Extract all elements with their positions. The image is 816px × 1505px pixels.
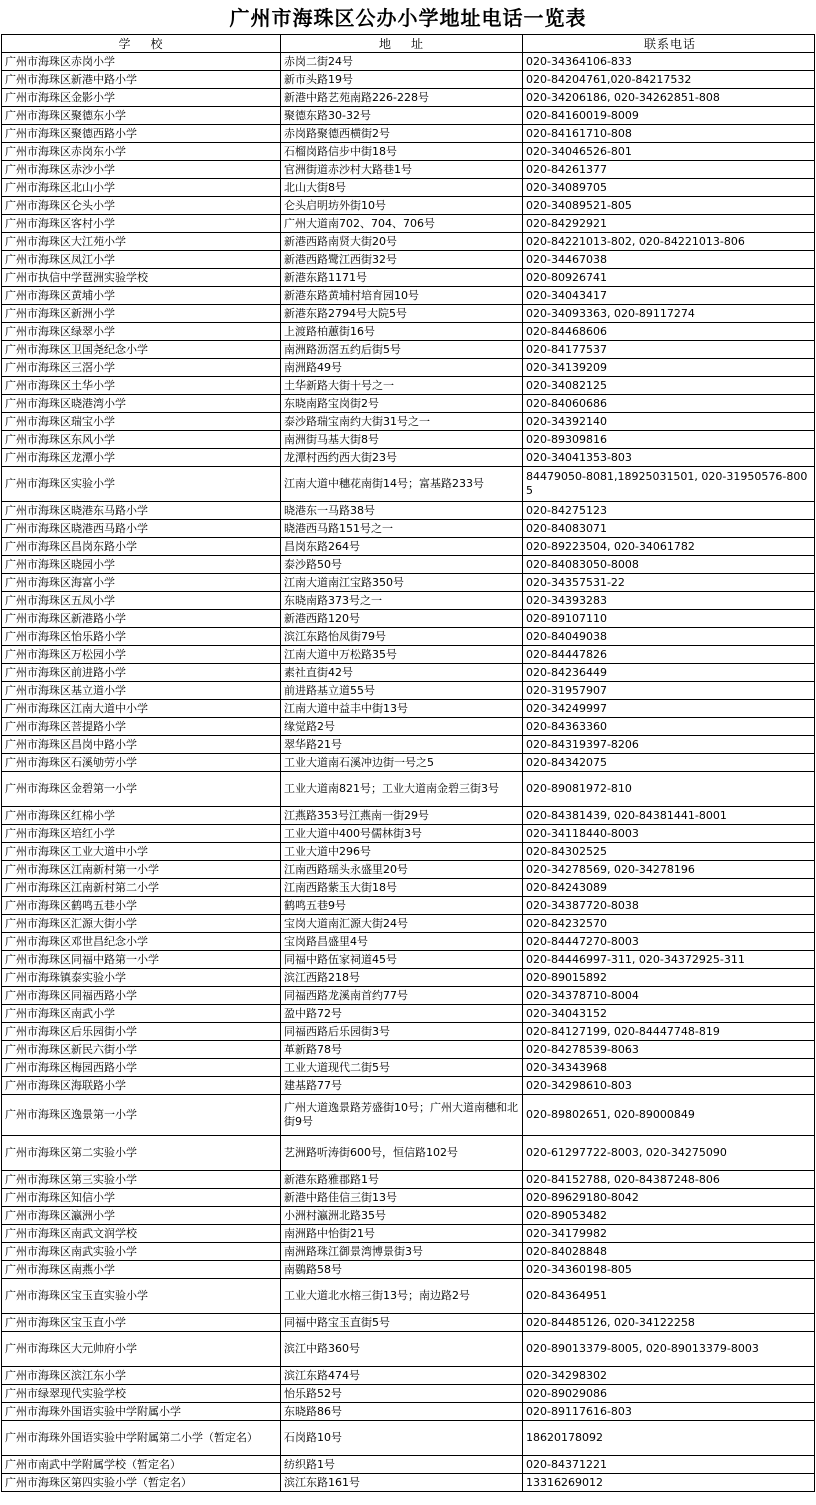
table-row bbox=[2, 1023, 815, 1041]
school-name-cell: 广州市海珠区晓港西马路小学 bbox=[2, 520, 281, 538]
address-cell: 东晓南路373号之一 bbox=[281, 592, 523, 610]
table-row bbox=[2, 179, 815, 197]
school-name-cell: 广州市海珠外国语实验中学附属小学 bbox=[2, 1403, 281, 1421]
school-name-cell: 广州市海珠区万松园小学 bbox=[2, 646, 281, 664]
address-cell: 新港西路南贤大街20号 bbox=[281, 233, 523, 251]
address-cell: 缘觉路2号 bbox=[281, 718, 523, 736]
school-name-cell: 广州市海珠区赤沙小学 bbox=[2, 161, 281, 179]
school-name-cell: 广州市海珠区邓世昌纪念小学 bbox=[2, 933, 281, 951]
table-row bbox=[2, 556, 815, 574]
school-name-cell: 广州市海珠区新民六街小学 bbox=[2, 1041, 281, 1059]
table-row bbox=[2, 215, 815, 233]
school-name-cell: 广州市海珠区后乐园街小学 bbox=[2, 1023, 281, 1041]
phone-cell: 020-89081972-810 bbox=[523, 772, 815, 807]
phone-cell: 020-84446997-311, 020-34372925-311 bbox=[523, 951, 815, 969]
table-row bbox=[2, 933, 815, 951]
address-cell: 翠华路21号 bbox=[281, 736, 523, 754]
table-row bbox=[2, 610, 815, 628]
phone-cell: 020-89117616-803 bbox=[523, 1403, 815, 1421]
school-name-cell: 广州市海珠区实验小学 bbox=[2, 467, 281, 502]
address-cell: 同福西路龙溪南首约77号 bbox=[281, 987, 523, 1005]
address-cell: 南洲路珠江御景湾博景街3号 bbox=[281, 1243, 523, 1261]
phone-cell: 020-89015892 bbox=[523, 969, 815, 987]
school-name-cell: 广州市海珠区新港路小学 bbox=[2, 610, 281, 628]
school-name-cell: 广州市海珠区宝玉直实验小学 bbox=[2, 1279, 281, 1314]
address-cell: 昌岗东路264号 bbox=[281, 538, 523, 556]
school-name-cell: 广州市海珠区大江苑小学 bbox=[2, 233, 281, 251]
address-cell: 赤岗路聚德西横街2号 bbox=[281, 125, 523, 143]
school-name-cell: 广州市海珠区晓港东马路小学 bbox=[2, 502, 281, 520]
address-cell: 泰沙路50号 bbox=[281, 556, 523, 574]
address-cell: 建基路77号 bbox=[281, 1077, 523, 1095]
address-cell: 南洲路中怡街21号 bbox=[281, 1225, 523, 1243]
phone-cell: 020-34046526-801 bbox=[523, 143, 815, 161]
phone-cell: 020-89053482 bbox=[523, 1207, 815, 1225]
phone-cell: 020-34357531-22 bbox=[523, 574, 815, 592]
table-row bbox=[2, 251, 815, 269]
table-row bbox=[2, 682, 815, 700]
phone-cell: 020-84364951 bbox=[523, 1279, 815, 1314]
school-name-cell: 广州市海珠区培红小学 bbox=[2, 825, 281, 843]
phone-cell: 020-34278569, 020-34278196 bbox=[523, 861, 815, 879]
table-row bbox=[2, 287, 815, 305]
table-row bbox=[2, 71, 815, 89]
phone-cell: 020-34082125 bbox=[523, 377, 815, 395]
table-row bbox=[2, 1332, 815, 1367]
phone-cell: 020-84302525 bbox=[523, 843, 815, 861]
address-cell: 官洲街道赤沙村大路巷1号 bbox=[281, 161, 523, 179]
phone-cell: 020-89013379-8005, 020-89013379-8003 bbox=[523, 1332, 815, 1367]
school-name-cell: 广州市海珠区南武文润学校 bbox=[2, 1225, 281, 1243]
school-name-cell: 广州市海珠区南武小学 bbox=[2, 1005, 281, 1023]
school-name-cell: 广州市海珠区五凤小学 bbox=[2, 592, 281, 610]
phone-cell: 020-84177537 bbox=[523, 341, 815, 359]
address-cell: 北山大街8号 bbox=[281, 179, 523, 197]
phone-cell: 020-34139209 bbox=[523, 359, 815, 377]
school-name-cell: 广州市海珠区晓园小学 bbox=[2, 556, 281, 574]
address-cell: 东晓南路宝岗街2号 bbox=[281, 395, 523, 413]
address-cell: 工业大道南石溪冲边街一号之5 bbox=[281, 754, 523, 772]
phone-cell: 020-84261377 bbox=[523, 161, 815, 179]
address-cell: 前进路基立道55号 bbox=[281, 682, 523, 700]
table-header-row bbox=[2, 35, 815, 53]
school-name-cell: 广州市海珠区海富小学 bbox=[2, 574, 281, 592]
phone-cell: 020-84236449 bbox=[523, 664, 815, 682]
table-row bbox=[2, 1189, 815, 1207]
address-cell: 东晓路86号 bbox=[281, 1403, 523, 1421]
school-name-cell: 广州市海珠区滨江东小学 bbox=[2, 1367, 281, 1385]
school-name-cell: 广州市海珠区新港中路小学 bbox=[2, 71, 281, 89]
address-cell: 工业大道中296号 bbox=[281, 843, 523, 861]
table-row bbox=[2, 772, 815, 807]
table-row bbox=[2, 431, 815, 449]
table-row bbox=[2, 359, 815, 377]
address-cell: 南鷃路58号 bbox=[281, 1261, 523, 1279]
school-name-cell: 广州市海珠区宝玉直小学 bbox=[2, 1314, 281, 1332]
address-cell: 江南西路瑶头永盛里20号 bbox=[281, 861, 523, 879]
table-row bbox=[2, 718, 815, 736]
table-row bbox=[2, 89, 815, 107]
phone-cell: 020-89223504, 020-34061782 bbox=[523, 538, 815, 556]
address-cell: 龙潭村西约西大街23号 bbox=[281, 449, 523, 467]
page-title: 广州市海珠区公办小学地址电话一览表 bbox=[229, 6, 587, 30]
school-name-cell: 广州市海珠区江南大道中小学 bbox=[2, 700, 281, 718]
phone-cell: 020-84447270-8003 bbox=[523, 933, 815, 951]
school-name-cell: 广州市海珠区海联路小学 bbox=[2, 1077, 281, 1095]
phone-cell: 020-84049038 bbox=[523, 628, 815, 646]
table-row bbox=[2, 269, 815, 287]
address-cell: 新港东路黄埔村培育园10号 bbox=[281, 287, 523, 305]
phone-cell: 020-84232570 bbox=[523, 915, 815, 933]
phone-cell: 020-34089705 bbox=[523, 179, 815, 197]
school-name-cell: 广州市南武中学附属学校（暂定名） bbox=[2, 1456, 281, 1474]
phone-cell: 020-34206186, 020-34262851-808 bbox=[523, 89, 815, 107]
address-cell: 广州大道逸景路芳盛街10号；广州大道南穗和北街9号 bbox=[281, 1095, 523, 1136]
phone-cell: 18620178092 bbox=[523, 1421, 815, 1456]
school-name-cell: 广州市执信中学琶洲实验学校 bbox=[2, 269, 281, 287]
address-cell: 新港中路佳信三街13号 bbox=[281, 1189, 523, 1207]
phone-cell: 020-84319397-8206 bbox=[523, 736, 815, 754]
table-row bbox=[2, 449, 815, 467]
address-cell: 南洲路沥滘五约后街5号 bbox=[281, 341, 523, 359]
school-name-cell: 广州市海珠区仑头小学 bbox=[2, 197, 281, 215]
table-row bbox=[2, 1385, 815, 1403]
phone-cell: 020-34467038 bbox=[523, 251, 815, 269]
address-cell: 上渡路柏蕙街16号 bbox=[281, 323, 523, 341]
column-header-phone: 联系电话 bbox=[523, 35, 815, 53]
address-cell: 新港东路雅郡路1号 bbox=[281, 1171, 523, 1189]
column-header-school: 学 校 bbox=[2, 35, 281, 53]
school-name-cell: 广州市海珠区石溪劬劳小学 bbox=[2, 754, 281, 772]
address-cell: 同福中路宝玉直街5号 bbox=[281, 1314, 523, 1332]
phone-cell: 020-34393283 bbox=[523, 592, 815, 610]
school-name-cell: 广州市海珠区赤岗东小学 bbox=[2, 143, 281, 161]
address-cell: 宝岗大道南汇源大街24号 bbox=[281, 915, 523, 933]
address-cell: 晓港西马路151号之一 bbox=[281, 520, 523, 538]
address-cell: 滨江东路474号 bbox=[281, 1367, 523, 1385]
table-row bbox=[2, 1403, 815, 1421]
phone-cell: 020-34360198-805 bbox=[523, 1261, 815, 1279]
address-cell: 滨江东路怡凤街79号 bbox=[281, 628, 523, 646]
address-cell: 泰沙路瑞宝南约大街31号之一 bbox=[281, 413, 523, 431]
table-row bbox=[2, 1261, 815, 1279]
school-name-cell: 广州市海珠区江南新村第二小学 bbox=[2, 879, 281, 897]
table-row bbox=[2, 413, 815, 431]
school-name-cell: 广州市海珠区同福中路第一小学 bbox=[2, 951, 281, 969]
school-name-cell: 广州市海珠区瀛洲小学 bbox=[2, 1207, 281, 1225]
phone-cell: 020-34298610-803 bbox=[523, 1077, 815, 1095]
table-row bbox=[2, 323, 815, 341]
address-cell: 滨江中路360号 bbox=[281, 1332, 523, 1367]
table-row bbox=[2, 1041, 815, 1059]
phone-cell: 020-84468606 bbox=[523, 323, 815, 341]
school-name-cell: 广州市海珠区汇源大街小学 bbox=[2, 915, 281, 933]
school-name-cell: 广州市海珠区赤岗小学 bbox=[2, 53, 281, 71]
table-row bbox=[2, 233, 815, 251]
phone-cell: 84479050-8081,18925031501, 020-31950576-8005 bbox=[523, 467, 815, 502]
address-cell: 聚德东路30-32号 bbox=[281, 107, 523, 125]
phone-cell: 020-84342075 bbox=[523, 754, 815, 772]
school-name-cell: 广州市海珠区金碧第一小学 bbox=[2, 772, 281, 807]
school-name-cell: 广州市海珠区江南新村第一小学 bbox=[2, 861, 281, 879]
table-row bbox=[2, 1279, 815, 1314]
phone-cell: 020-84371221 bbox=[523, 1456, 815, 1474]
school-name-cell: 广州市海珠区绿翠小学 bbox=[2, 323, 281, 341]
table-row bbox=[2, 807, 815, 825]
address-cell: 同福中路伍家祠道45号 bbox=[281, 951, 523, 969]
school-name-cell: 广州市海珠镇泰实验小学 bbox=[2, 969, 281, 987]
address-cell: 怡乐路52号 bbox=[281, 1385, 523, 1403]
school-name-cell: 广州市海珠区第二实验小学 bbox=[2, 1136, 281, 1171]
school-name-cell: 广州市海珠区红棉小学 bbox=[2, 807, 281, 825]
address-cell: 工业大道北水榕三街13号；南边路2号 bbox=[281, 1279, 523, 1314]
school-name-cell: 广州市海珠外国语实验中学附属第二小学（暂定名） bbox=[2, 1421, 281, 1456]
table-row bbox=[2, 646, 815, 664]
address-cell: 鹤鸣五巷9号 bbox=[281, 897, 523, 915]
phone-cell: 020-84060686 bbox=[523, 395, 815, 413]
table-row bbox=[2, 754, 815, 772]
school-name-cell: 广州市海珠区梅园西路小学 bbox=[2, 1059, 281, 1077]
phone-cell: 020-84127199, 020-84447748-819 bbox=[523, 1023, 815, 1041]
table-row bbox=[2, 377, 815, 395]
table-row bbox=[2, 897, 815, 915]
table-row bbox=[2, 1171, 815, 1189]
table-row bbox=[2, 951, 815, 969]
phone-cell: 020-34378710-8004 bbox=[523, 987, 815, 1005]
school-name-cell: 广州市海珠区逸景第一小学 bbox=[2, 1095, 281, 1136]
school-name-cell: 广州市海珠区聚德西路小学 bbox=[2, 125, 281, 143]
school-name-cell: 广州市海珠区卫国尧纪念小学 bbox=[2, 341, 281, 359]
address-cell: 土华新路大街十号之一 bbox=[281, 377, 523, 395]
table-row bbox=[2, 861, 815, 879]
phone-cell: 020-84204761,020-84217532 bbox=[523, 71, 815, 89]
phone-cell: 020-84363360 bbox=[523, 718, 815, 736]
phone-cell: 020-34392140 bbox=[523, 413, 815, 431]
address-cell: 南洲路49号 bbox=[281, 359, 523, 377]
school-name-cell: 广州市海珠区菩提路小学 bbox=[2, 718, 281, 736]
phone-cell: 020-34118440-8003 bbox=[523, 825, 815, 843]
phone-cell: 020-34041353-803 bbox=[523, 449, 815, 467]
address-cell: 小洲村瀛洲北路35号 bbox=[281, 1207, 523, 1225]
phone-cell: 020-34343968 bbox=[523, 1059, 815, 1077]
address-cell: 革新路78号 bbox=[281, 1041, 523, 1059]
phone-cell: 020-34298302 bbox=[523, 1367, 815, 1385]
school-name-cell: 广州市海珠区前进路小学 bbox=[2, 664, 281, 682]
table-row bbox=[2, 664, 815, 682]
school-name-cell: 广州市海珠区土华小学 bbox=[2, 377, 281, 395]
school-name-cell: 广州市海珠区昌岗东路小学 bbox=[2, 538, 281, 556]
school-name-cell: 广州市海珠区龙潭小学 bbox=[2, 449, 281, 467]
table-row bbox=[2, 1421, 815, 1456]
address-cell: 江南大道中穗花南街14号；富基路233号 bbox=[281, 467, 523, 502]
table-row bbox=[2, 574, 815, 592]
address-cell: 江南大道中益丰中街13号 bbox=[281, 700, 523, 718]
column-header-address: 地 址 bbox=[281, 35, 523, 53]
school-name-cell: 广州市绿翠现代实验学校 bbox=[2, 1385, 281, 1403]
school-name-cell: 广州市海珠区北山小学 bbox=[2, 179, 281, 197]
phone-cell: 020-84160019-8009 bbox=[523, 107, 815, 125]
table-row bbox=[2, 1207, 815, 1225]
address-cell: 江南大道南江宝路350号 bbox=[281, 574, 523, 592]
table-row bbox=[2, 843, 815, 861]
phone-cell: 020-84161710-808 bbox=[523, 125, 815, 143]
table-row bbox=[2, 125, 815, 143]
school-name-cell: 广州市海珠区瑞宝小学 bbox=[2, 413, 281, 431]
table-row bbox=[2, 538, 815, 556]
table-row bbox=[2, 628, 815, 646]
address-cell: 盈中路72号 bbox=[281, 1005, 523, 1023]
phone-cell: 020-34093363, 020-89117274 bbox=[523, 305, 815, 323]
table-row bbox=[2, 107, 815, 125]
table-row bbox=[2, 1456, 815, 1474]
school-name-cell: 广州市海珠区新洲小学 bbox=[2, 305, 281, 323]
school-name-cell: 广州市海珠区凤江小学 bbox=[2, 251, 281, 269]
school-name-cell: 广州市海珠区金影小学 bbox=[2, 89, 281, 107]
table-row bbox=[2, 161, 815, 179]
table-row bbox=[2, 987, 815, 1005]
school-name-cell: 广州市海珠区第三实验小学 bbox=[2, 1171, 281, 1189]
school-name-cell: 广州市海珠区工业大道中小学 bbox=[2, 843, 281, 861]
phone-cell: 020-34043152 bbox=[523, 1005, 815, 1023]
address-cell: 新市头路19号 bbox=[281, 71, 523, 89]
table-row bbox=[2, 592, 815, 610]
phone-cell: 020-34043417 bbox=[523, 287, 815, 305]
school-name-cell: 广州市海珠区三滘小学 bbox=[2, 359, 281, 377]
school-name-cell: 广州市海珠区黄埔小学 bbox=[2, 287, 281, 305]
address-cell: 新港西路鹭江西街32号 bbox=[281, 251, 523, 269]
school-name-cell: 广州市海珠区怡乐路小学 bbox=[2, 628, 281, 646]
table-row bbox=[2, 1243, 815, 1261]
table-row bbox=[2, 520, 815, 538]
phone-cell: 020-84243089 bbox=[523, 879, 815, 897]
school-name-cell: 广州市海珠区南燕小学 bbox=[2, 1261, 281, 1279]
address-cell: 江南西路紫玉大街18号 bbox=[281, 879, 523, 897]
phone-cell: 020-89629180-8042 bbox=[523, 1189, 815, 1207]
phone-cell: 020-34089521-805 bbox=[523, 197, 815, 215]
table-row bbox=[2, 1005, 815, 1023]
address-cell: 工业大道现代二街5号 bbox=[281, 1059, 523, 1077]
table-row bbox=[2, 1314, 815, 1332]
table-row bbox=[2, 395, 815, 413]
phone-cell: 020-34179982 bbox=[523, 1225, 815, 1243]
table-row bbox=[2, 879, 815, 897]
address-cell: 江燕路353号江燕南一街29号 bbox=[281, 807, 523, 825]
address-cell: 南洲街马基大街8号 bbox=[281, 431, 523, 449]
phone-cell: 13316269012 bbox=[523, 1474, 815, 1492]
phone-cell: 020-84447826 bbox=[523, 646, 815, 664]
phone-cell: 020-89107110 bbox=[523, 610, 815, 628]
table-row bbox=[2, 825, 815, 843]
phone-cell: 020-84278539-8063 bbox=[523, 1041, 815, 1059]
table-row bbox=[2, 197, 815, 215]
address-cell: 江南大道中万松路35号 bbox=[281, 646, 523, 664]
table-row bbox=[2, 700, 815, 718]
phone-cell: 020-84381439, 020-84381441-8001 bbox=[523, 807, 815, 825]
address-cell: 滨江东路161号 bbox=[281, 1474, 523, 1492]
school-name-cell: 广州市海珠区昌岗中路小学 bbox=[2, 736, 281, 754]
address-cell: 广州大道南702、704、706号 bbox=[281, 215, 523, 233]
address-cell: 素社直街42号 bbox=[281, 664, 523, 682]
school-name-cell: 广州市海珠区聚德东小学 bbox=[2, 107, 281, 125]
address-cell: 宝岗路昌盛里4号 bbox=[281, 933, 523, 951]
address-cell: 仑头启明坊外街10号 bbox=[281, 197, 523, 215]
phone-cell: 020-80926741 bbox=[523, 269, 815, 287]
table-row bbox=[2, 915, 815, 933]
phone-cell: 020-89029086 bbox=[523, 1385, 815, 1403]
table-row bbox=[2, 1136, 815, 1171]
phone-cell: 020-84083071 bbox=[523, 520, 815, 538]
school-name-cell: 广州市海珠区东风小学 bbox=[2, 431, 281, 449]
table-row bbox=[2, 736, 815, 754]
school-name-cell: 广州市海珠区客村小学 bbox=[2, 215, 281, 233]
table-row bbox=[2, 53, 815, 71]
address-cell: 艺洲路听涛街600号，恒信路102号 bbox=[281, 1136, 523, 1171]
table-row bbox=[2, 1059, 815, 1077]
address-cell: 新港东路1171号 bbox=[281, 269, 523, 287]
school-name-cell: 广州市海珠区同福西路小学 bbox=[2, 987, 281, 1005]
address-cell: 工业大道中400号儒林街3号 bbox=[281, 825, 523, 843]
table-row bbox=[2, 1367, 815, 1385]
table-row bbox=[2, 1225, 815, 1243]
phone-cell: 020-89802651, 020-89000849 bbox=[523, 1095, 815, 1136]
school-name-cell: 广州市海珠区晓港湾小学 bbox=[2, 395, 281, 413]
phone-cell: 020-34364106-833 bbox=[523, 53, 815, 71]
table-row bbox=[2, 305, 815, 323]
table-row bbox=[2, 467, 815, 502]
table-row bbox=[2, 341, 815, 359]
address-cell: 石榴岗路信步中街18号 bbox=[281, 143, 523, 161]
address-cell: 滨江西路218号 bbox=[281, 969, 523, 987]
address-cell: 石岗路10号 bbox=[281, 1421, 523, 1456]
phone-cell: 020-84275123 bbox=[523, 502, 815, 520]
table-row bbox=[2, 969, 815, 987]
phone-cell: 020-84292921 bbox=[523, 215, 815, 233]
phone-cell: 020-84485126, 020-34122258 bbox=[523, 1314, 815, 1332]
address-cell: 新港东路2794号大院5号 bbox=[281, 305, 523, 323]
phone-cell: 020-84152788, 020-84387248-806 bbox=[523, 1171, 815, 1189]
table-row bbox=[2, 1474, 815, 1492]
school-name-cell: 广州市海珠区知信小学 bbox=[2, 1189, 281, 1207]
phone-cell: 020-34249997 bbox=[523, 700, 815, 718]
school-table bbox=[1, 34, 815, 1492]
phone-cell: 020-34387720-8038 bbox=[523, 897, 815, 915]
table-row bbox=[2, 502, 815, 520]
school-name-cell: 广州市海珠区南武实验小学 bbox=[2, 1243, 281, 1261]
school-name-cell: 广州市海珠区第四实验小学（暂定名） bbox=[2, 1474, 281, 1492]
phone-cell: 020-61297722-8003, 020-34275090 bbox=[523, 1136, 815, 1171]
address-cell: 晓港东一马路38号 bbox=[281, 502, 523, 520]
address-cell: 赤岗二街24号 bbox=[281, 53, 523, 71]
phone-cell: 020-84221013-802, 020-84221013-806 bbox=[523, 233, 815, 251]
phone-cell: 020-89309816 bbox=[523, 431, 815, 449]
table-row bbox=[2, 1077, 815, 1095]
phone-cell: 020-84028848 bbox=[523, 1243, 815, 1261]
address-cell: 工业大道南821号；工业大道南金碧三街3号 bbox=[281, 772, 523, 807]
phone-cell: 020-31957907 bbox=[523, 682, 815, 700]
school-name-cell: 广州市海珠区大元帅府小学 bbox=[2, 1332, 281, 1367]
school-name-cell: 广州市海珠区基立道小学 bbox=[2, 682, 281, 700]
table-row bbox=[2, 143, 815, 161]
school-name-cell: 广州市海珠区鹤鸣五巷小学 bbox=[2, 897, 281, 915]
address-cell: 新港中路艺苑南路226-228号 bbox=[281, 89, 523, 107]
phone-cell: 020-84083050-8008 bbox=[523, 556, 815, 574]
table-row bbox=[2, 1095, 815, 1136]
address-cell: 同福西路后乐园街3号 bbox=[281, 1023, 523, 1041]
address-cell: 纺织路1号 bbox=[281, 1456, 523, 1474]
address-cell: 新港西路120号 bbox=[281, 610, 523, 628]
